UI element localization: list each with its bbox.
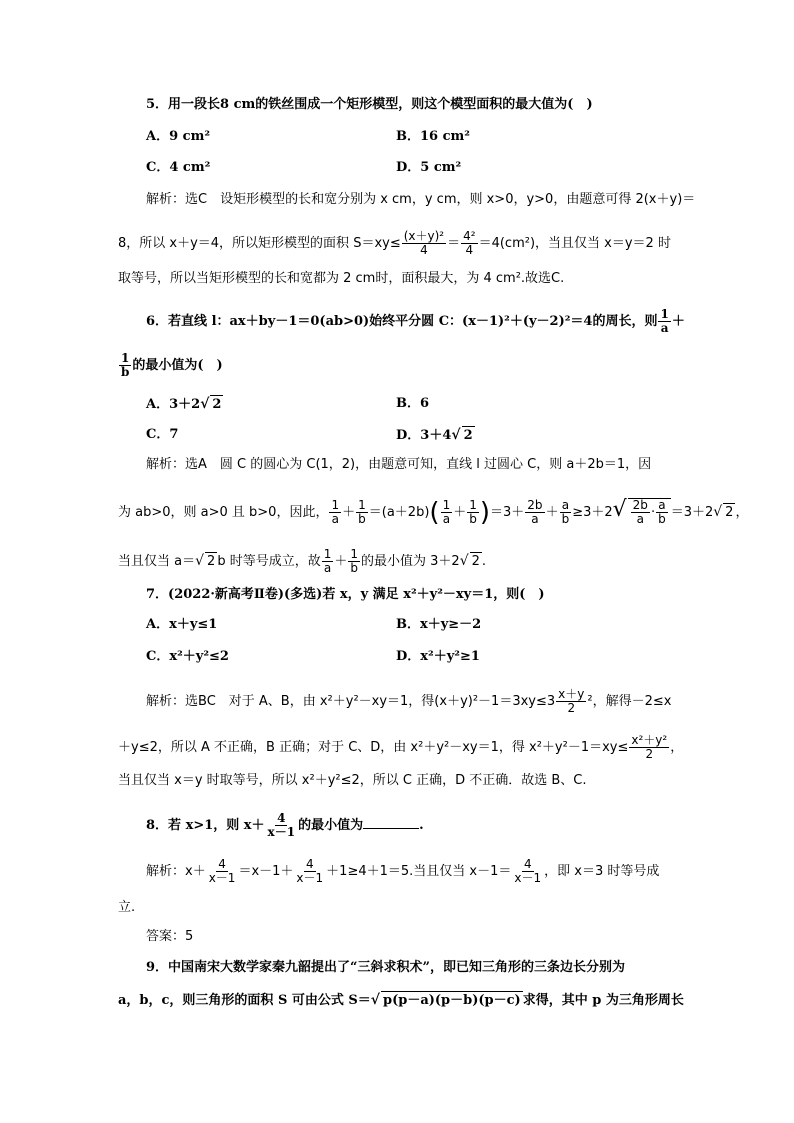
q6-solution-line-1: 解析：选A 圆 C 的圆心为 C(1，2)，由题意可知，直线 l 过圆心 C，则 a＋2b＝1，因 — [146, 457, 652, 472]
q6-stem-line-2: $\frac{1}{b}$ 的最小值为( ) — [121, 351, 223, 379]
q5-stem: 5．用一段长8 cm的铁丝围成一个矩形模型，则这个模型面积的最大值为( ) — [146, 97, 593, 112]
q6-solution-line-3: 当且仅当 a＝√ 2 b 时等号成立，故 $\frac{1}{a}$ ＋ $\frac{1}{b}$ 的最小值为 3＋2√ 2 . — [118, 547, 487, 575]
q5-option-a: A．9 cm² — [146, 129, 211, 144]
q8-stem: 8．若 x>1，则 x＋ $\frac{4}{x-1}$ 的最小值为 . — [146, 811, 424, 839]
q6-solution-line-2: 为 ab>0，则 a>0 且 b>0，因此， $\frac{1}{a}$ ＋ $\frac{1}{b}$ ＝(a＋2b)( $\frac{1}{a}$ ＋ $\frac{1}{b}$ )＝3＋ $\frac{2b}{a}$ ＋ $\frac{a}{b}$ ≥3＋2√ $\frac{2b}{a}$ · $\frac{a}{b}$ ＝3＋2√ 2 ， — [118, 497, 749, 528]
q7-option-d: D．x²＋y²≥1 — [396, 649, 480, 664]
q5-option-c: C．4 cm² — [146, 160, 211, 175]
q6-stem: 6．若直线 l：ax＋by－1＝0(ab>0)始终平分圆 C：(x－1)²＋(y－2)²＝4的周长，则 $\frac{1}{a}$ ＋ — [146, 307, 685, 335]
q8-answer: 答案：5 — [146, 929, 194, 944]
q7-solution-line-3: 当且仅当 x＝y 时取等号，所以 x²＋y²≤2，所以 C 正确，D 不正确．故选 B、C. — [118, 773, 587, 788]
q6-stem-fraction-a: $\frac{1}{a}$ — [660, 307, 669, 335]
q5-solution-line-1: 解析：选C 设矩形模型的长和宽分别为 x cm，y cm，则 x>0，y>0，由题意可得 2(x＋y)＝ — [146, 192, 696, 207]
q7-option-a: A．x＋y≤1 — [146, 617, 218, 632]
q5-solution-line-2: 8，所以 x＋y＝4，所以矩形模型的面积 S＝xy≤ $\frac{\text{(x＋y)²}}{4}$ ＝ $\frac{\text{4²}}{4}$ ＝4(cm²)，当且仅当 x＝y＝2 时 — [118, 229, 671, 257]
q7-option-b: B．x＋y≥－2 — [396, 617, 482, 632]
q7-solution-line-1: 解析：选BC 对于 A、B，由 x²＋y²－xy＝1，得(x＋y)²－1＝3xy≤3 $\frac{x+y}{2}$ ²，解得－2≤x — [146, 687, 672, 715]
q6-option-b: B．6 — [396, 396, 430, 411]
q6-option-a: A．3＋2√ 2 — [146, 396, 222, 412]
q8-solution-line-1: 解析：x＋ $\frac{4}{x-1}$ ＝x－1＋ $\frac{4}{x-1}$ ＋1≥4＋1＝5.当且仅当 x－1＝ $\frac{4}{x-1}$ ，即 x＝3 时等号成 — [146, 857, 660, 885]
q5-option-b: B．16 cm² — [396, 129, 470, 144]
q6-option-c: C．7 — [146, 427, 179, 442]
q5-fraction-2: $\frac{\text{4²}}{4}$ — [463, 229, 476, 257]
q5-fraction-1: $\frac{\text{(x＋y)²}}{4}$ — [403, 229, 445, 257]
answer-blank — [363, 816, 419, 829]
q7-stem: 7．(2022·新高考Ⅱ卷)(多选)若 x，y 满足 x²＋y²－xy＝1，则( ) — [146, 587, 545, 602]
q7-option-c: C．x²＋y²≤2 — [146, 649, 229, 664]
q5-option-d: D．5 cm² — [396, 160, 462, 175]
q8-solution-line-2: 立. — [118, 900, 136, 915]
q5-solution-line-3: 取等号，所以当矩形模型的长和宽都为 2 cm时，面积最大，为 4 cm².故选C. — [118, 271, 565, 286]
q6-option-d: D．3＋4√ 2 — [396, 427, 473, 443]
q7-solution-line-2: ＋y≤2，所以 A 不正确，B 正确；对于 C、D，由 x²＋y²－xy＝1，得 x²＋y²－1＝xy≤ $\frac{\text{x²＋y²}}{2}$ ， — [118, 733, 684, 761]
q9-stem-line-2: a，b，c，则三角形的面积 S 可由公式 S＝√ p(p－a)(p－b)(p－c) 求得，其中 p 为三角形周长 — [118, 992, 684, 1008]
q6-stem-fraction-b: $\frac{1}{b}$ — [121, 351, 130, 379]
q9-stem-line-1: 9．中国南宋大数学家秦九韶提出了“三斜求积术”，即已知三角形的三条边长分别为 — [146, 960, 626, 975]
